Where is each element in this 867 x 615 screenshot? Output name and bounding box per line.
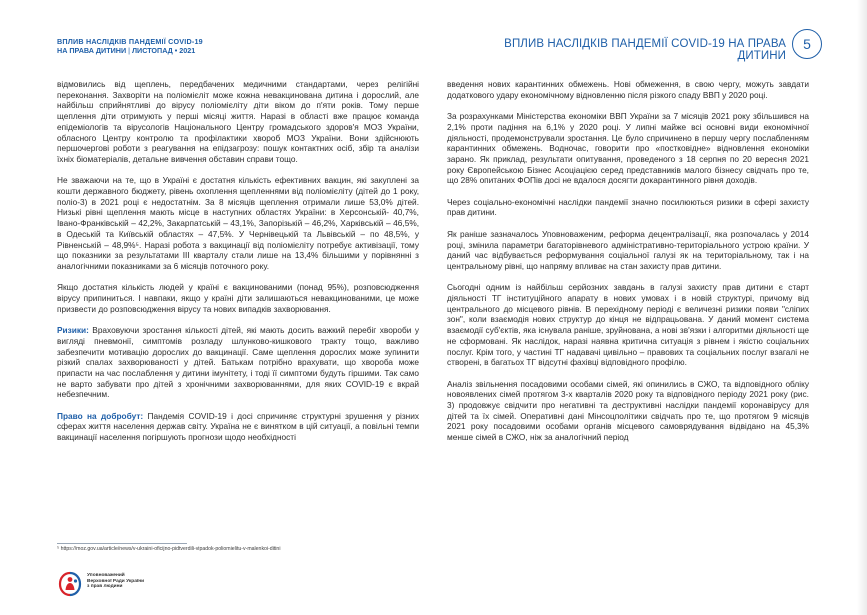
left-paragraph-1: відмовились від щеплень, передбачених медичними стандартами, через релігійні переконання. Захворіти на поліомієліт може кожна невакцинована дитина і дорослий, але найбільш сприйнятливі до вірусу поліомієліту діти віком до п'яти років. Тому перше щеплення діти отримують у перші місяці життя. Наразі в області вже працює команда епідеміологів та вірусологів Національного Центру громадського здоров'я МОЗ України, обласного Центру контролю та профілактики хвороб МОЗ України. Вони здійснюють першочергові роботи з реагування на епідзагрозу: пошук контактних осіб, збір та аналізи їхніх біоматеріалів, детальне вивчення обставин справи тощо. <box>57 79 419 164</box>
welfare-keyword: Право на добробут: <box>57 410 144 421</box>
logo-line1: Уповноважений <box>87 573 125 578</box>
left-paragraph-3: Якщо достатня кількість людей у країні є вакцинованими (понад 95%), розповсюдження вірусу припиниться. І навпаки, якщо у країні діти залишаються невакцинованими, це може призвести до розповсюдження вірусу та нових випадків захворювання. <box>57 282 419 314</box>
ombudsman-logo <box>57 568 177 602</box>
header-left-line2-a: НА ПРАВА ДИТИНИ <box>57 46 127 55</box>
header-left-line2-b: ЛИСТОПАД • 2021 <box>132 46 196 55</box>
right-column <box>447 79 809 443</box>
running-header-title: ВПЛИВ НАСЛІДКІВ ПАНДЕМІЇ COVID-19 НА ПРАВА ДИТИНИ <box>504 38 786 62</box>
header-separator: | <box>128 46 130 55</box>
ombudsman-logo-icon <box>57 570 83 598</box>
left-paragraph-welfare <box>57 411 419 443</box>
risks-keyword: Ризики: <box>57 325 89 336</box>
left-paragraph-2: Не зважаючи на те, що в Україні є достатня кількість ефективних вакцин, які закуплені за кошти державного бюджету, рівень охоплення щепленнями від поліомієліту (дітей до 1 року, поліо-3) в 2021 році є недостатнім. За 8 місяців щеплення отримали лише 53,0% дітей. Низькі рівні щеплення мають місце в наступних областях України: в Херсонській- 40,7%, Івано-Франківській – 42,2%, Закарпатській – 43,1%, Запорізькій – 46,2%, Харківській – 46,5%, в Одеській та Київській областях – 47,5%. У Чернівецькій та Львівській – по 48,5%, у Рівненській – 48,9%⁵. Наразі робота з вакцинації від поліомієліту потребує активізації, тому що показники за результатами III кварталу стали лише на 13,4% більшими у порівнянні з аналогічними показниками за 6 місяців поточного року. <box>57 175 419 271</box>
risks-text: Враховуючи зростання кількості дітей, які мають досить важкий перебіг хвороби у вигляді пневмонії, симптомів розладу шлунково-кишкового тракту тощо, важливо забезпечити мотивацію дорослих до вакцинації. Саме щеплення дорослих може зупинити різкий спалах захворюваності у дітей. Батькам потрібно врахувати, що хвороба може припасти на час послаблення у дитини імунітету, і тоді її симптоми будуть гіршими. Так само не варто забувати про дітей з хронічними захворюваннями, для яких COVID-19 є вкрай небезпечним. <box>57 325 419 400</box>
header-left-line2 <box>57 46 257 55</box>
welfare-text: Пандемія COVID-19 і досі спричиняє структурні зрушення у різних сферах життя населення держав світу. Україна не є винятком в цій ситуації, а повільні темпи вакцинації населення погіршують прогнози щодо необхідності <box>57 410 419 443</box>
footnote-link[interactable]: ⁵ https://moz.gov.ua/article/news/v-ukraini-oficijno-pidtverdili-vipadok-poliomielitu-v-malenkoi-ditini <box>57 546 281 552</box>
right-paragraph-6: Аналіз звільнення посадовими особами сімей, які опинились в СЖО, та відповідного обліку новоявлених сімей протягом 3-х кварталів 2020 року та відповідного періоду 2021 року (рис. 3) продовжує свідчити про негативні та деструктивні наслідки пандемії коронавірусу для дітей та їх сімей. Оперативні дані Мінсоцполітики свідчать про те, що протягом 9 місяців 2021 року посадовими особами органів місцевого самоврядування відвідано на 45,3% менше сімей в СЖО, ніж за аналогічний період <box>447 378 809 443</box>
page-number: 5 <box>792 29 822 59</box>
logo-caption <box>87 573 175 590</box>
right-paragraph-5: Сьогодні одним із найбільш серйозних завдань в галузі захисту прав дитини є старт діяльності ТГ інституційного апарату в нових умовах і в новій структурі, причому від центрального до місцевого рівнів. В перехідному періоді є величезні ризики появи "сліпих зон", коли взаємодія нових структур до кінця не відпрацьована. У даний момент система взаємодії суб'єктів, яка існувала раніше, зруйнована, а нові зв'язки і алгоритми діяльності ще не сформовані. Як наслідок, наразі наявна критична ситуація з рівнем і якістю соціальних послуг. Крім того, у частині ТГ надавачі цивільно – правових та соціальних послуг взагалі не створені, в багатьох ТГ відсутні фахівці відповідного профілю. <box>447 282 809 368</box>
logo-line2: Верховної Ради України <box>87 578 145 584</box>
right-paragraph-1: введення нових карантинних обмежень. Нові обмеження, в свою чергу, можуть завдати додаткового удару економічному відновленню після різкого спаду ВВП у 2020 році. <box>447 79 809 100</box>
left-column <box>57 79 419 443</box>
right-paragraph-2: За розрахунками Міністерства економіки ВВП України за 7 місяців 2021 року збільшився на 2,1% проти падіння на 6,1% у 2020 році. У липні майже всі основні види економічної діяльності, продемонстрували зростання. Це було спричинено в першу чергу послабленням карантинних обмежень. Водночас, говорити про «постковідне» відновлення економіки зарано. Як приклад, результати опитування, проведеного з 18 серпня по 20 вересня 2021 року Європейською Бізнес Асоціацією серед представників малого бізнесу свідчать про те, що 28% опитаних ФОПів досі не вдалося досягти докарантинного рівня доходів. <box>447 111 809 186</box>
header-left-line1: ВПЛИВ НАСЛІДКІВ ПАНДЕМІЇ COVID-19 <box>57 37 203 46</box>
right-paragraph-3: Через соціально-економічні наслідки пандемії значно посилюються ризики в сфері захисту прав дитини. <box>447 196 809 218</box>
page-edge-shadow <box>857 0 867 615</box>
right-paragraph-4: Як раніше зазначалось Уповноваженим, реформа децентралізації, яка розпочалась у 2014 році, змінила параметри багаторівневого адміністративно-територіального устрою країни. У даний час відбувається реформування соціальної галузі як на територіальному, так і на центральному рівні, що напряму впливає на стан захисту прав дитини. <box>447 228 809 271</box>
running-header-left <box>57 37 257 55</box>
left-paragraph-risks <box>57 325 419 400</box>
logo-line3: з прав людини <box>87 584 123 590</box>
footnote-divider <box>57 543 187 544</box>
